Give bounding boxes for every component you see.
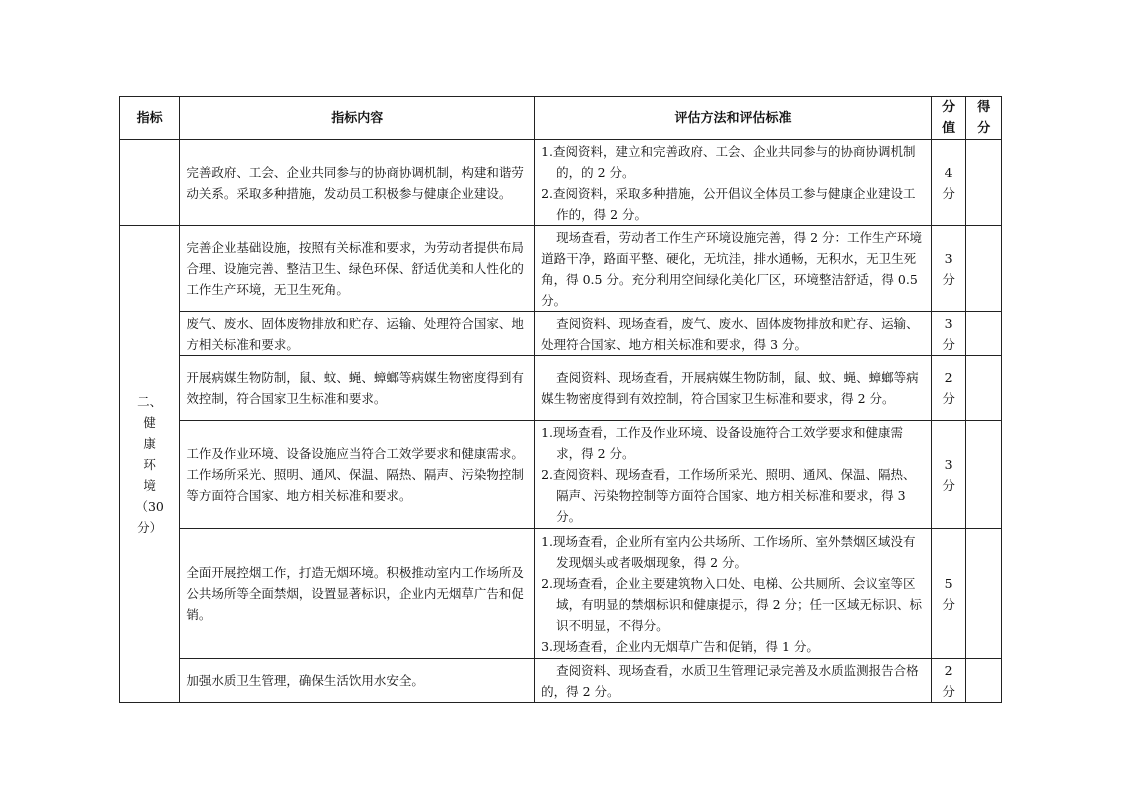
method-cell: 查阅资料、现场查看，废气、废水、固体废物排放和贮存、运输、处理符合国家、地方相关标准和要求，得 3 分。 — [535, 312, 932, 356]
table-row — [120, 356, 1002, 421]
table-row — [120, 312, 1002, 356]
category-line: 境 — [143, 477, 156, 493]
header-got: 得分 — [966, 97, 1002, 140]
header-content: 指标内容 — [180, 97, 535, 140]
content-cell: 废气、废水、固体废物排放和贮存、运输、处理符合国家、地方相关标准和要求。 — [180, 312, 535, 356]
table-header — [120, 97, 1002, 140]
category-line: 健 — [143, 414, 156, 430]
method-item: 1.查阅资料，建立和完善政府、工会、企业共同参与的协商协调机制的，的 2 分。 — [541, 143, 916, 180]
score-cell: 2 分 — [931, 659, 966, 703]
header-indicator: 指标 — [120, 97, 180, 140]
score-cell: 4 分 — [931, 140, 966, 226]
method-cell: 现场查看，劳动者工作生产环境设施完善，得 2 分：工作生产环境道路干净，路面平整、硬化，无坑洼，排水通畅，无积水，无卫生死角，得 0.5 分。充分利用空间绿化美化厂区，环境整洁舒适，得 0.5 分。 — [535, 226, 932, 312]
content-cell: 开展病媒生物防制，鼠、蚊、蝇、蟑螂等病媒生物密度得到有效控制，符合国家卫生标准和要求。 — [180, 356, 535, 421]
category-cell-health-environment — [120, 226, 180, 703]
got-cell — [966, 226, 1002, 312]
header-score: 分值 — [931, 97, 966, 140]
method-cell: 查阅资料、现场查看，水质卫生管理记录完善及水质监测报告合格的，得 2 分。 — [535, 659, 932, 703]
header-method: 评估方法和评估标准 — [535, 97, 932, 140]
category-line: 二、 — [137, 393, 163, 409]
table-row — [120, 226, 1002, 312]
content-cell: 加强水质卫生管理，确保生活饮用水安全。 — [180, 659, 535, 703]
method-item: 2.查阅资料、现场查看，工作场所采光、照明、通风、保温、隔热、隔声、污染物控制等方面符合国家、地方相关标准和要求，得 3 分。 — [541, 467, 916, 524]
method-item: 3.现场查看，企业内无烟草广告和促销，得 1 分。 — [541, 638, 819, 654]
got-cell — [966, 659, 1002, 703]
score-cell: 3 分 — [931, 226, 966, 312]
got-cell — [966, 529, 1002, 659]
category-line: （30 分） — [135, 498, 164, 535]
table-row — [120, 421, 1002, 529]
content-cell: 完善政府、工会、企业共同参与的协商协调机制，构建和谐劳动关系。采取多种措施，发动员工积极参与健康企业建设。 — [180, 140, 535, 226]
table-row — [120, 659, 1002, 703]
method-cell: 查阅资料、现场查看，开展病媒生物防制，鼠、蚊、蝇、蟑螂等病媒生物密度得到有效控制，符合国家卫生标准和要求，得 2 分。 — [535, 356, 932, 421]
method-cell — [535, 140, 932, 226]
got-cell — [966, 356, 1002, 421]
table-row — [120, 529, 1002, 659]
method-item: 2.查阅资料，采取多种措施，公开倡议全体员工参与健康企业建设工作的，得 2 分。 — [541, 185, 916, 222]
content-cell: 工作及作业环境、设备设施应当符合工效学要求和健康需求。工作场所采光、照明、通风、保温、隔热、隔声、污染物控制等方面符合国家、地方相关标准和要求。 — [180, 421, 535, 529]
got-cell — [966, 140, 1002, 226]
content-cell: 完善企业基础设施，按照有关标准和要求，为劳动者提供布局合理、设施完善、整洁卫生、绿色环保、舒适优美和人性化的工作生产环境，无卫生死角。 — [180, 226, 535, 312]
method-item: 1.现场查看，工作及作业环境、设备设施符合工效学要求和健康需求，得 2 分。 — [541, 425, 904, 461]
evaluation-table — [119, 96, 1002, 703]
method-item: 1.现场查看，企业所有室内公共场所、工作场所、室外禁烟区域没有发现烟头或者吸烟现象，得 2 分。 — [541, 533, 916, 570]
method-item: 2.现场查看，企业主要建筑物入口处、电梯、公共厕所、会议室等区域，有明显的禁烟标识和健康提示，得 2 分；任一区域无标识、标识不明显，不得分。 — [541, 575, 923, 633]
score-cell: 2 分 — [931, 356, 966, 421]
indicator-cell-empty — [120, 140, 180, 226]
method-cell — [535, 421, 932, 529]
got-cell — [966, 312, 1002, 356]
category-line: 康 — [143, 435, 156, 451]
score-cell: 5 分 — [931, 529, 966, 659]
category-line: 环 — [143, 456, 156, 472]
content-cell: 全面开展控烟工作，打造无烟环境。积极推动室内工作场所及公共场所等全面禁烟，设置显著标识，企业内无烟草广告和促销。 — [180, 529, 535, 659]
score-cell: 3 分 — [931, 312, 966, 356]
score-cell: 3 分 — [931, 421, 966, 529]
method-cell — [535, 529, 932, 659]
table-row — [120, 140, 1002, 226]
got-cell — [966, 421, 1002, 529]
